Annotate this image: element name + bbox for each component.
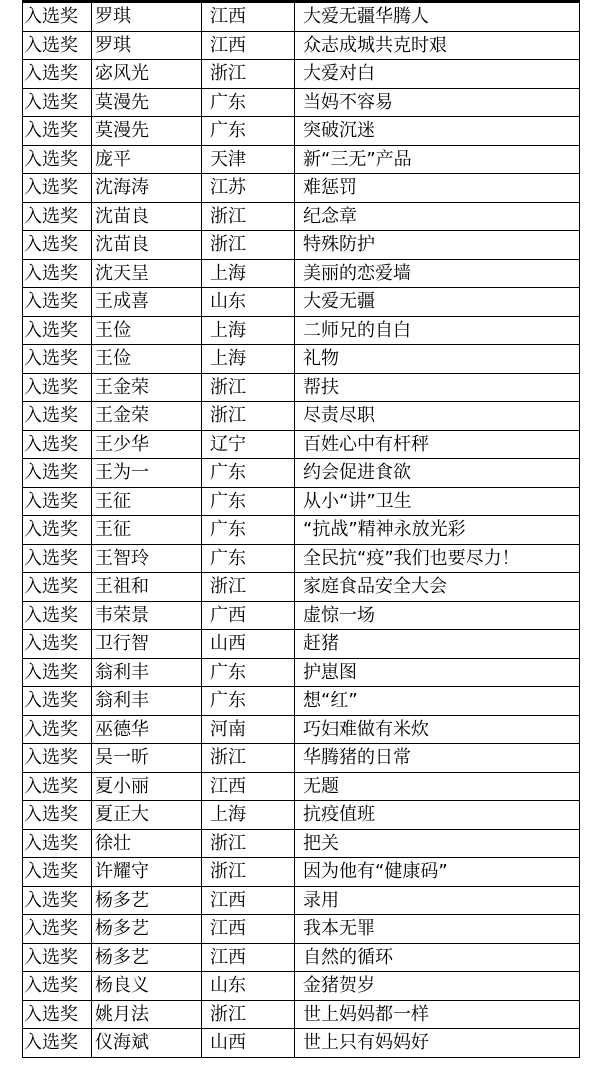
award-table-body — [23, 3, 580, 1058]
title-cell: 大爱对白 — [295, 60, 580, 89]
table-row — [23, 943, 580, 972]
title-cell: 当妈不容易 — [295, 88, 580, 117]
name-cell: 翁利丰 — [92, 658, 202, 687]
award-cell: 入选奖 — [23, 715, 92, 744]
title-cell: 大爱无疆 — [295, 288, 580, 317]
name-cell: 徐壮 — [92, 829, 202, 858]
province-cell: 广东 — [202, 117, 295, 146]
name-cell: 王征 — [92, 516, 202, 545]
table-row — [23, 31, 580, 60]
title-cell: 我本无罪 — [295, 915, 580, 944]
award-cell: 入选奖 — [23, 858, 92, 887]
award-cell: 入选奖 — [23, 544, 92, 573]
award-cell: 入选奖 — [23, 744, 92, 773]
name-cell: 姚月法 — [92, 1000, 202, 1029]
table-row — [23, 88, 580, 117]
award-cell: 入选奖 — [23, 288, 92, 317]
name-cell: 沈苗良 — [92, 202, 202, 231]
title-cell: “抗战”精神永放光彩 — [295, 516, 580, 545]
award-cell: 入选奖 — [23, 31, 92, 60]
name-cell: 韦荣景 — [92, 601, 202, 630]
award-cell: 入选奖 — [23, 573, 92, 602]
title-cell: 把关 — [295, 829, 580, 858]
name-cell: 王成喜 — [92, 288, 202, 317]
table-row — [23, 487, 580, 516]
name-cell: 吴一昕 — [92, 744, 202, 773]
name-cell: 王祖和 — [92, 573, 202, 602]
name-cell: 莫漫先 — [92, 117, 202, 146]
award-cell: 入选奖 — [23, 231, 92, 260]
title-cell: 尽责尽职 — [295, 402, 580, 431]
table-row — [23, 145, 580, 174]
title-cell: 护崽图 — [295, 658, 580, 687]
title-cell: 全民抗“疫”我们也要尽力！ — [295, 544, 580, 573]
name-cell: 夏小丽 — [92, 772, 202, 801]
name-cell: 王金荣 — [92, 373, 202, 402]
award-cell: 入选奖 — [23, 1000, 92, 1029]
province-cell: 浙江 — [202, 402, 295, 431]
table-row — [23, 687, 580, 716]
name-cell: 沈苗良 — [92, 231, 202, 260]
award-cell: 入选奖 — [23, 430, 92, 459]
title-cell: 因为他有“健康码” — [295, 858, 580, 887]
title-cell: 突破沉迷 — [295, 117, 580, 146]
table-row — [23, 801, 580, 830]
award-cell: 入选奖 — [23, 972, 92, 1001]
province-cell: 广西 — [202, 601, 295, 630]
award-cell: 入选奖 — [23, 402, 92, 431]
province-cell: 天津 — [202, 145, 295, 174]
title-cell: 约会促进食欲 — [295, 459, 580, 488]
province-cell: 浙江 — [202, 60, 295, 89]
province-cell: 广东 — [202, 487, 295, 516]
name-cell: 王少华 — [92, 430, 202, 459]
award-cell: 入选奖 — [23, 687, 92, 716]
table-row — [23, 117, 580, 146]
name-cell: 宓风光 — [92, 60, 202, 89]
title-cell: 家庭食品安全大会 — [295, 573, 580, 602]
name-cell: 王智玲 — [92, 544, 202, 573]
province-cell: 浙江 — [202, 573, 295, 602]
table-row — [23, 972, 580, 1001]
title-cell: 帮扶 — [295, 373, 580, 402]
table-row — [23, 744, 580, 773]
award-cell: 入选奖 — [23, 60, 92, 89]
table-row — [23, 3, 580, 32]
award-cell: 入选奖 — [23, 202, 92, 231]
name-cell: 王俭 — [92, 316, 202, 345]
table-row — [23, 202, 580, 231]
name-cell: 卫行智 — [92, 630, 202, 659]
table-row — [23, 459, 580, 488]
province-cell: 浙江 — [202, 744, 295, 773]
province-cell: 江苏 — [202, 174, 295, 203]
name-cell: 莫漫先 — [92, 88, 202, 117]
province-cell: 河南 — [202, 715, 295, 744]
title-cell: 纪念章 — [295, 202, 580, 231]
province-cell: 广东 — [202, 544, 295, 573]
name-cell: 杨多艺 — [92, 943, 202, 972]
title-cell: 新“三无”产品 — [295, 145, 580, 174]
award-cell: 入选奖 — [23, 829, 92, 858]
province-cell: 江西 — [202, 915, 295, 944]
table-row — [23, 516, 580, 545]
title-cell: 难惩罚 — [295, 174, 580, 203]
table-row — [23, 259, 580, 288]
table-row — [23, 915, 580, 944]
title-cell: 百姓心中有杆秤 — [295, 430, 580, 459]
table-row — [23, 630, 580, 659]
title-cell: 巧妇难做有米炊 — [295, 715, 580, 744]
province-cell: 辽宁 — [202, 430, 295, 459]
award-cell: 入选奖 — [23, 801, 92, 830]
title-cell: 从小“讲”卫生 — [295, 487, 580, 516]
table-row — [23, 772, 580, 801]
province-cell: 山西 — [202, 630, 295, 659]
name-cell: 沈海涛 — [92, 174, 202, 203]
table-row — [23, 174, 580, 203]
table-row — [23, 402, 580, 431]
province-cell: 江西 — [202, 3, 295, 32]
name-cell: 杨良义 — [92, 972, 202, 1001]
table-row — [23, 544, 580, 573]
title-cell: 想“红” — [295, 687, 580, 716]
name-cell: 王俭 — [92, 345, 202, 374]
table-row — [23, 1029, 580, 1058]
name-cell: 仪海斌 — [92, 1029, 202, 1058]
table-row — [23, 858, 580, 887]
award-cell: 入选奖 — [23, 174, 92, 203]
province-cell: 上海 — [202, 345, 295, 374]
table-row — [23, 430, 580, 459]
province-cell: 江西 — [202, 886, 295, 915]
name-cell: 沈天呈 — [92, 259, 202, 288]
province-cell: 浙江 — [202, 373, 295, 402]
table-row — [23, 658, 580, 687]
award-cell: 入选奖 — [23, 117, 92, 146]
table-row — [23, 715, 580, 744]
name-cell: 王为一 — [92, 459, 202, 488]
award-cell: 入选奖 — [23, 259, 92, 288]
table-row — [23, 231, 580, 260]
name-cell: 夏正大 — [92, 801, 202, 830]
title-cell: 大爱无疆华腾人 — [295, 3, 580, 32]
name-cell: 翁利丰 — [92, 687, 202, 716]
name-cell: 杨多艺 — [92, 915, 202, 944]
title-cell: 华腾猪的日常 — [295, 744, 580, 773]
award-cell: 入选奖 — [23, 601, 92, 630]
table-row — [23, 573, 580, 602]
province-cell: 浙江 — [202, 1000, 295, 1029]
province-cell: 广东 — [202, 687, 295, 716]
table-row — [23, 1000, 580, 1029]
province-cell: 浙江 — [202, 202, 295, 231]
award-cell: 入选奖 — [23, 915, 92, 944]
title-cell: 世上只有妈妈好 — [295, 1029, 580, 1058]
title-cell: 二师兄的自白 — [295, 316, 580, 345]
name-cell: 巫德华 — [92, 715, 202, 744]
province-cell: 山东 — [202, 288, 295, 317]
province-cell: 广东 — [202, 459, 295, 488]
province-cell: 浙江 — [202, 858, 295, 887]
table-row — [23, 829, 580, 858]
title-cell: 世上妈妈都一样 — [295, 1000, 580, 1029]
province-cell: 上海 — [202, 316, 295, 345]
title-cell: 美丽的恋爱墙 — [295, 259, 580, 288]
title-cell: 赶猪 — [295, 630, 580, 659]
table-row — [23, 345, 580, 374]
award-table — [22, 2, 580, 1058]
table-row — [23, 886, 580, 915]
award-cell: 入选奖 — [23, 459, 92, 488]
title-cell: 虚惊一场 — [295, 601, 580, 630]
province-cell: 浙江 — [202, 829, 295, 858]
province-cell: 山西 — [202, 1029, 295, 1058]
name-cell: 王征 — [92, 487, 202, 516]
table-row — [23, 60, 580, 89]
title-cell: 录用 — [295, 886, 580, 915]
name-cell: 许耀守 — [92, 858, 202, 887]
award-cell: 入选奖 — [23, 658, 92, 687]
name-cell: 罗琪 — [92, 3, 202, 32]
award-cell: 入选奖 — [23, 373, 92, 402]
award-cell: 入选奖 — [23, 316, 92, 345]
title-cell: 特殊防护 — [295, 231, 580, 260]
title-cell: 抗疫值班 — [295, 801, 580, 830]
name-cell: 杨多艺 — [92, 886, 202, 915]
name-cell: 王金荣 — [92, 402, 202, 431]
award-cell: 入选奖 — [23, 886, 92, 915]
table-row — [23, 373, 580, 402]
province-cell: 广东 — [202, 516, 295, 545]
province-cell: 广东 — [202, 88, 295, 117]
province-cell: 江西 — [202, 31, 295, 60]
name-cell: 庞平 — [92, 145, 202, 174]
province-cell: 江西 — [202, 772, 295, 801]
award-cell: 入选奖 — [23, 88, 92, 117]
award-cell: 入选奖 — [23, 3, 92, 32]
award-cell: 入选奖 — [23, 1029, 92, 1058]
province-cell: 江西 — [202, 943, 295, 972]
title-cell: 众志成城共克时艰 — [295, 31, 580, 60]
province-cell: 上海 — [202, 259, 295, 288]
title-cell: 自然的循环 — [295, 943, 580, 972]
province-cell: 上海 — [202, 801, 295, 830]
award-cell: 入选奖 — [23, 487, 92, 516]
award-cell: 入选奖 — [23, 943, 92, 972]
award-cell: 入选奖 — [23, 516, 92, 545]
table-row — [23, 288, 580, 317]
award-cell: 入选奖 — [23, 772, 92, 801]
award-cell: 入选奖 — [23, 630, 92, 659]
title-cell: 礼物 — [295, 345, 580, 374]
award-cell: 入选奖 — [23, 145, 92, 174]
province-cell: 广东 — [202, 658, 295, 687]
table-row — [23, 601, 580, 630]
province-cell: 浙江 — [202, 231, 295, 260]
award-cell: 入选奖 — [23, 345, 92, 374]
table-row — [23, 316, 580, 345]
name-cell: 罗琪 — [92, 31, 202, 60]
province-cell: 山东 — [202, 972, 295, 1001]
title-cell: 无题 — [295, 772, 580, 801]
title-cell: 金猪贺岁 — [295, 972, 580, 1001]
